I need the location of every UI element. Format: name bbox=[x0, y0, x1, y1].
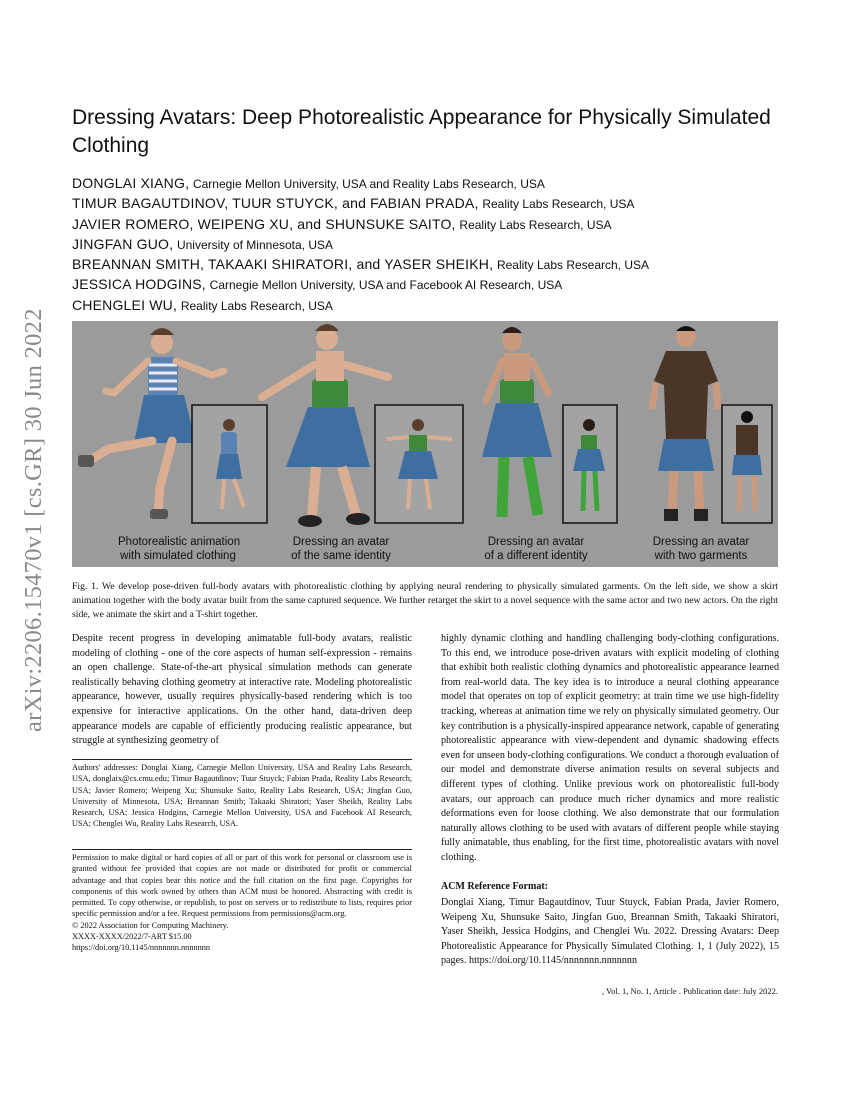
abstract-left: Despite recent progress in developing animatable full-body avatars, realistic modeling of clothing - one of the core aspects of human self-expression - remains an open challenge. State-of-the-art physical simulation methods can generate realistically behaving clothing geometry at interactive rate. Modeling photorealistic appearance, however, usually requires physically-based rendering which is too expensive for interactive applications. On the other hand, data-driven deep appearance models are capable of efficiently producing realistic appearance, but struggle at synthesizing geometry of bbox=[72, 633, 412, 747]
author-names: JINGFAN GUO, bbox=[72, 235, 174, 252]
acm-reference: Donglai Xiang, Timur Bagautdinov, Tuur Stuyck, Fabian Prada, Javier Romero, Weipeng Xu, Shunsuke Saito, Jingfan Guo, Breannan Smith, Takaaki Shiratori, Yaser Sheikh, Jessica Hodgins, and Chenglei Wu. 2022. Dressing Avatars: Deep Photorealistic Appearance for Physically Simulated Clothing. 1, 1 (July 2022), 15 pages. https://doi.org/10.1145/nnnnnnn.nnnnnnn bbox=[441, 897, 779, 966]
figure-label: Dressing an avatar of the same identity bbox=[291, 536, 391, 562]
author-affiliation: Carnegie Mellon University, USA and Reality Labs Research, USA bbox=[192, 177, 545, 191]
figure-label: Dressing an avatar of a different identity bbox=[484, 536, 588, 562]
figure-caption: Fig. 1. We develop pose-driven full-body avatars with photorealistic clothing by applying neural rendering to physically simulated garments. On the left side, we show a skirt animation together with the body avatar built from the same captured sequence. We further retarget the skirt to a novel sequence with the same actor and two new actors. On the right side, we animate the skirt and a T-shirt together. bbox=[72, 581, 778, 620]
author-line bbox=[72, 215, 792, 235]
author-affiliation: Reality Labs Research, USA bbox=[496, 258, 650, 273]
divider bbox=[72, 849, 412, 850]
teaser-illustration bbox=[72, 321, 778, 567]
figure-label: Photorealistic animation with simulated clothing bbox=[118, 536, 241, 562]
author-names: CHENGLEI WU, bbox=[72, 296, 178, 313]
acm-reference-heading: ACM Reference Format: bbox=[441, 881, 548, 892]
paper-title: Dressing Avatars: Deep Photorealistic Appearance for Physically Simulated Clothing bbox=[72, 106, 771, 157]
figure-label: Dressing an avatar with two garments bbox=[652, 536, 750, 562]
author-line bbox=[72, 194, 792, 214]
issn-line: XXXX-XXXX/2022/7-ART $15.00 bbox=[72, 932, 192, 942]
author-affiliation: University of Minnesota, USA bbox=[176, 237, 334, 252]
author-line bbox=[72, 255, 792, 275]
author-names: JESSICA HODGINS, bbox=[72, 276, 206, 293]
avatar-same-identity bbox=[262, 324, 388, 527]
arxiv-identifier: arXiv:2206.15470v1 [cs.GR] 30 Jun 2022 bbox=[20, 308, 47, 732]
author-line bbox=[72, 235, 792, 255]
doi-line: https://doi.org/10.1145/nnnnnnn.nnnnnnn bbox=[72, 943, 211, 953]
author-affiliation: Reality Labs Research, USA bbox=[180, 298, 333, 313]
abstract-right: highly dynamic clothing and handling challenging body-clothing configurations. To this end, we introduce pose-driven avatars with explicit modeling of clothing that exhibit both realistic clothing dynamics and photorealistic appearance learned from real-world data. The key idea is to introduce a neural clothing appearance model that operates on top of explicit geometry: at train time we use high-fidelity tracking, whereas at animation time we rely on physically simulated geometry. Our key contribution is a physically-inspired appearance network, capable of generating photorealistic appearance with view-dependent and dynamic shadowing effects even for unseen body-clothing configurations. We conduct a thorough evaluation of our model and demonstrate diverse animation results on several subjects and different types of clothing. Unlike previous work on photorealistic full-body avatars, our approach can produce much richer dynamics and more realistic deformations even for loose clothing. We also demonstrate that our formulation naturally allows clothing to be used with avatars of different people while staying fully animatable, thus enabling, for the first time, photorealistic avatars with novel clothing. bbox=[441, 633, 780, 863]
author-affiliation: Reality Labs Research, USA bbox=[459, 217, 612, 232]
author-affiliation: Carnegie Mellon University, USA and Facebook AI Research, USA bbox=[209, 278, 563, 293]
divider bbox=[72, 759, 412, 760]
permission-notice bbox=[72, 852, 412, 954]
page-footer: , Vol. 1, No. 1, Article . Publication date: July 2022. bbox=[601, 986, 778, 996]
author-names: JAVIER ROMERO, WEIPENG XU, and SHUNSUKE SAITO, bbox=[72, 215, 456, 232]
avatar-two-garments bbox=[652, 326, 718, 521]
author-names: DONGLAI XIANG, bbox=[72, 175, 190, 191]
author-affiliation: Reality Labs Research, USA bbox=[482, 197, 635, 212]
copyright-line: © 2022 Association for Computing Machinery. bbox=[72, 920, 229, 930]
author-names: BREANNAN SMITH, TAKAAKI SHIRATORI, and YASER SHEIKH, bbox=[72, 256, 494, 273]
author-list bbox=[72, 174, 792, 316]
permission-text: Permission to make digital or hard copies of all or part of this work for personal or classroom use is granted without fee provided that copies are not made or distributed for profit or commercial advantage and that copies bear this notice and the full citation on the first page. Copyrights for components of this work owned by others than ACM must be honored. Abstracting with credit is permitted. To copy otherwise, or republish, to post on servers or to redistribute to lists, requires prior specific permission and/or a fee. Request permissions from permissions@acm.org. bbox=[72, 853, 412, 919]
teaser-figure bbox=[72, 321, 778, 567]
author-names: TIMUR BAGAUTDINOV, TUUR STUYCK, and FABIAN PRADA, bbox=[72, 195, 479, 212]
author-line bbox=[72, 174, 792, 194]
author-addresses: Authors' addresses: Donglai Xiang, Carnegie Mellon University, USA and Reality Labs Research, USA, donglaix@cs.cmu.edu; Timur Bagautdinov; Tuur Stuyck; Fabian Prada, Reality Labs Research, USA; Javier Romero; Weipeng Xu; Shunsuke Saito, Reality Labs Research, USA; Jingfan Guo, University of Minnesota, USA; Breannan Smith; Takaaki Shiratori; Yaser Sheikh, Reality Labs Research, USA; Jessica Hodgins, Carnegie Mellon University, USA and Facebook AI Research, USA; Chenglei Wu, Reality Labs Research, USA. bbox=[72, 763, 412, 829]
author-line bbox=[72, 275, 792, 295]
author-line bbox=[72, 296, 792, 316]
avatar-different-identity bbox=[482, 327, 552, 517]
